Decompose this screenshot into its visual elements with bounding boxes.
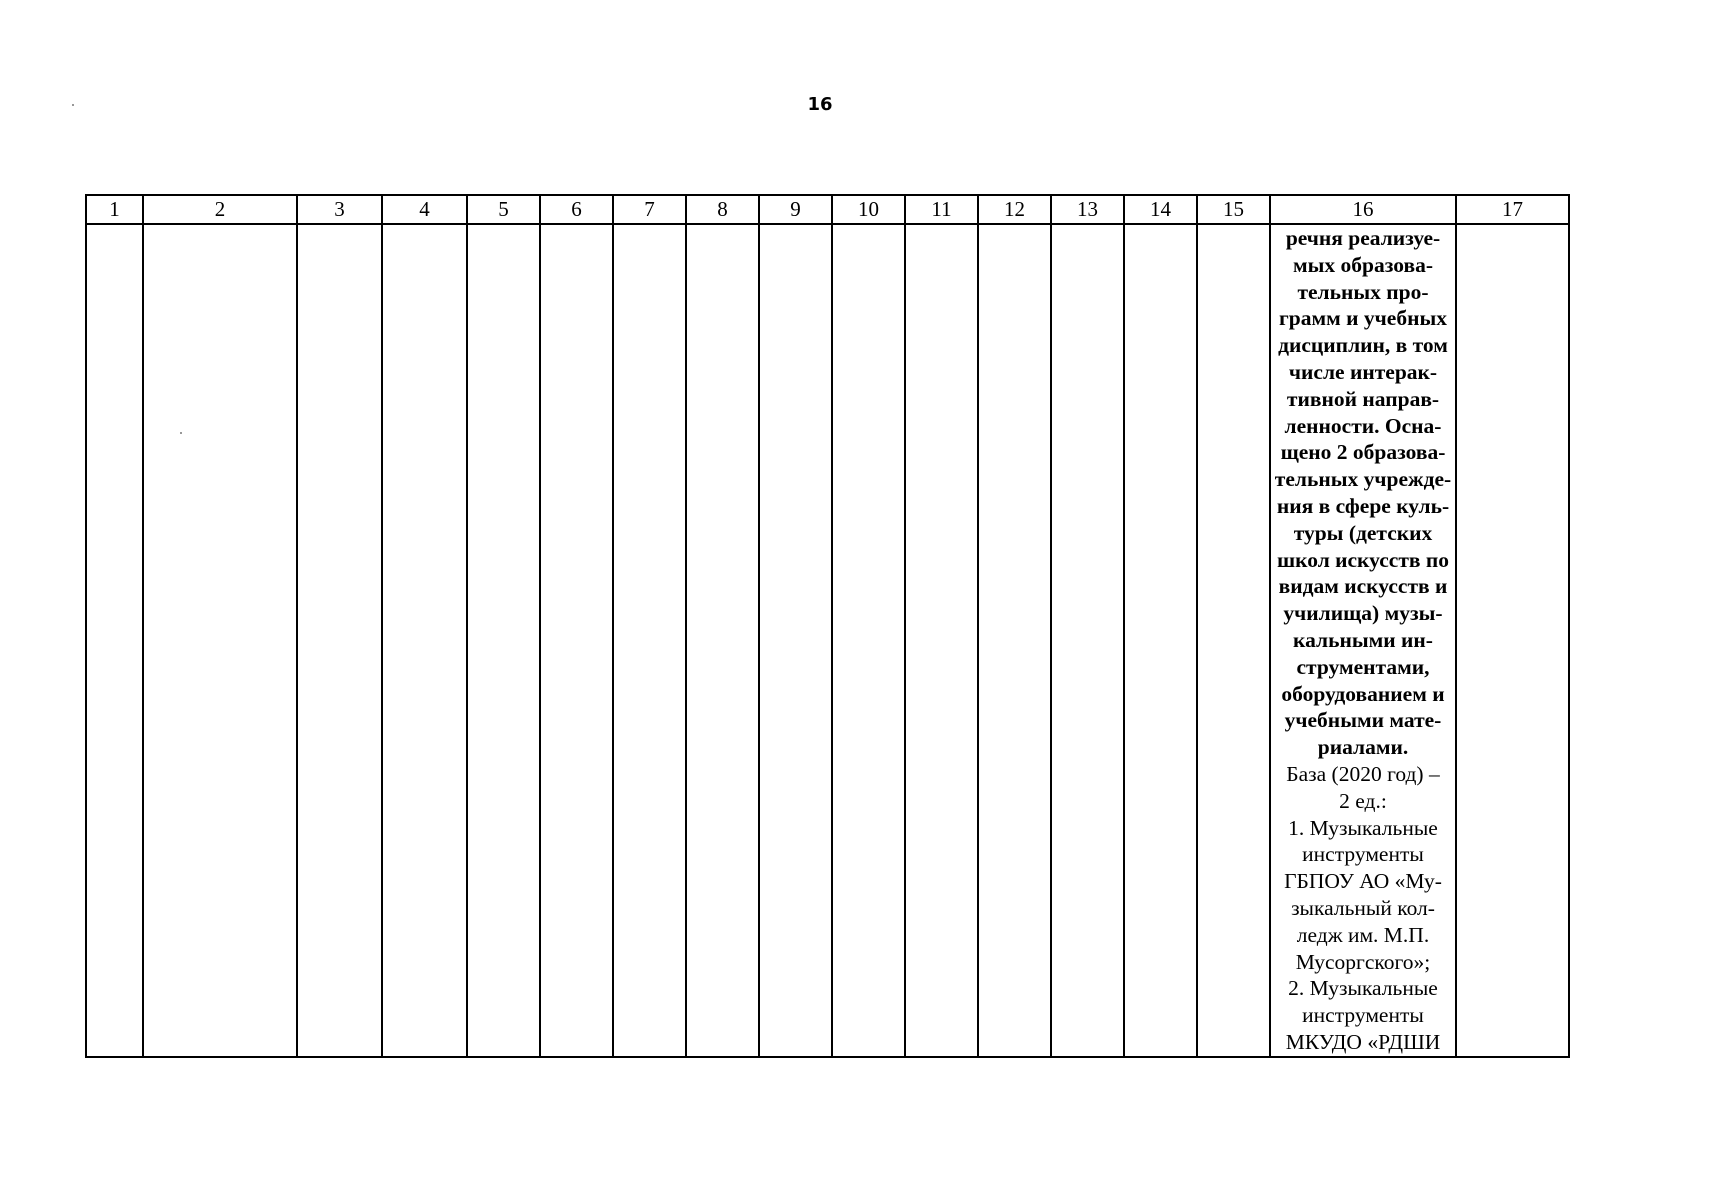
cell-text-line: ния в сфере куль-	[1276, 493, 1450, 518]
cell-text-line: училища) музы-	[1283, 601, 1443, 626]
cell-text-line: инструменты	[1302, 842, 1424, 867]
table-cell	[905, 224, 978, 1057]
column-header: 4	[382, 195, 467, 224]
column-header: 5	[467, 195, 540, 224]
column-header: 8	[686, 195, 759, 224]
table-cell	[1197, 224, 1270, 1057]
column-header: 14	[1124, 195, 1197, 224]
cell-text-line: ледж им. М.П.	[1296, 922, 1430, 947]
column-header: 1	[86, 195, 143, 224]
table-cell	[540, 224, 613, 1057]
cell-text-line: зыкальный кол-	[1291, 895, 1435, 920]
column-header: 9	[759, 195, 832, 224]
cell-text-line: кальными ин-	[1293, 627, 1433, 652]
cell-text-line: 2. Музыкальные	[1288, 976, 1438, 1001]
cell-text-line: грамм и учебных	[1279, 306, 1447, 331]
cell-text-line: 1. Музыкальные	[1288, 815, 1438, 840]
cell-text-line: учебными мате-	[1284, 708, 1442, 733]
page-number: 16	[807, 94, 833, 115]
cell-text-line: риалами.	[1317, 735, 1409, 760]
cell-text-line: струментами,	[1296, 654, 1430, 679]
table-cell	[1456, 224, 1569, 1057]
column-header: 2	[143, 195, 297, 224]
cell-text-line: дисциплин, в том	[1278, 333, 1448, 358]
cell-text-line: туры (детских	[1293, 520, 1433, 545]
cell-text-line: числе интерак-	[1288, 359, 1438, 384]
cell-text-line: мых образова-	[1292, 252, 1433, 277]
table-row	[86, 224, 1569, 1057]
table-cell	[297, 224, 382, 1057]
column-header: 15	[1197, 195, 1270, 224]
column-header: 11	[905, 195, 978, 224]
cell-text-line: МКУДО «РДШИ	[1285, 1029, 1441, 1054]
table-cell	[759, 224, 832, 1057]
cell-text-line: тельных про-	[1297, 279, 1429, 304]
scan-speck	[180, 432, 182, 434]
table-cell	[143, 224, 297, 1057]
column-header: 7	[613, 195, 686, 224]
column-header: 13	[1051, 195, 1124, 224]
cell-text-line: Мусоргского»;	[1295, 949, 1431, 974]
table-cell	[86, 224, 143, 1057]
cell-text-line: школ искусств по	[1276, 547, 1450, 572]
table-cell	[832, 224, 905, 1057]
table-cell	[467, 224, 540, 1057]
cell-text-line: видам искусств и	[1278, 574, 1448, 599]
table-cell	[1051, 224, 1124, 1057]
cell-text-line: 2 ед.:	[1339, 788, 1387, 813]
scan-speck	[72, 104, 74, 106]
header-row	[86, 195, 1569, 224]
table-cell	[613, 224, 686, 1057]
cell-text-line: оборудованием и	[1281, 681, 1445, 706]
cell-text-line: тельных учрежде-	[1274, 467, 1452, 492]
cell-text-line: ленности. Осна-	[1284, 413, 1442, 438]
table-cell	[978, 224, 1051, 1057]
cell-text-line: тивной направ-	[1286, 386, 1440, 411]
column-header: 10	[832, 195, 905, 224]
column-header: 3	[297, 195, 382, 224]
cell-text-line: инструменты	[1302, 1003, 1424, 1028]
document-table	[85, 194, 1570, 1058]
column-header: 6	[540, 195, 613, 224]
table-cell	[1124, 224, 1197, 1057]
column-header: 16	[1270, 195, 1456, 224]
table-cell	[382, 224, 467, 1057]
cell-text-line: речня реализуе-	[1285, 226, 1441, 250]
table-cell	[686, 224, 759, 1057]
cell-text-line: База (2020 год) –	[1286, 761, 1440, 786]
cell-text-line: ГБПОУ АО «Му-	[1284, 869, 1442, 894]
column-header: 17	[1456, 195, 1569, 224]
column-header: 12	[978, 195, 1051, 224]
column-16-text-cell	[1270, 224, 1456, 1057]
cell-text-line: щено 2 образова-	[1280, 440, 1446, 465]
